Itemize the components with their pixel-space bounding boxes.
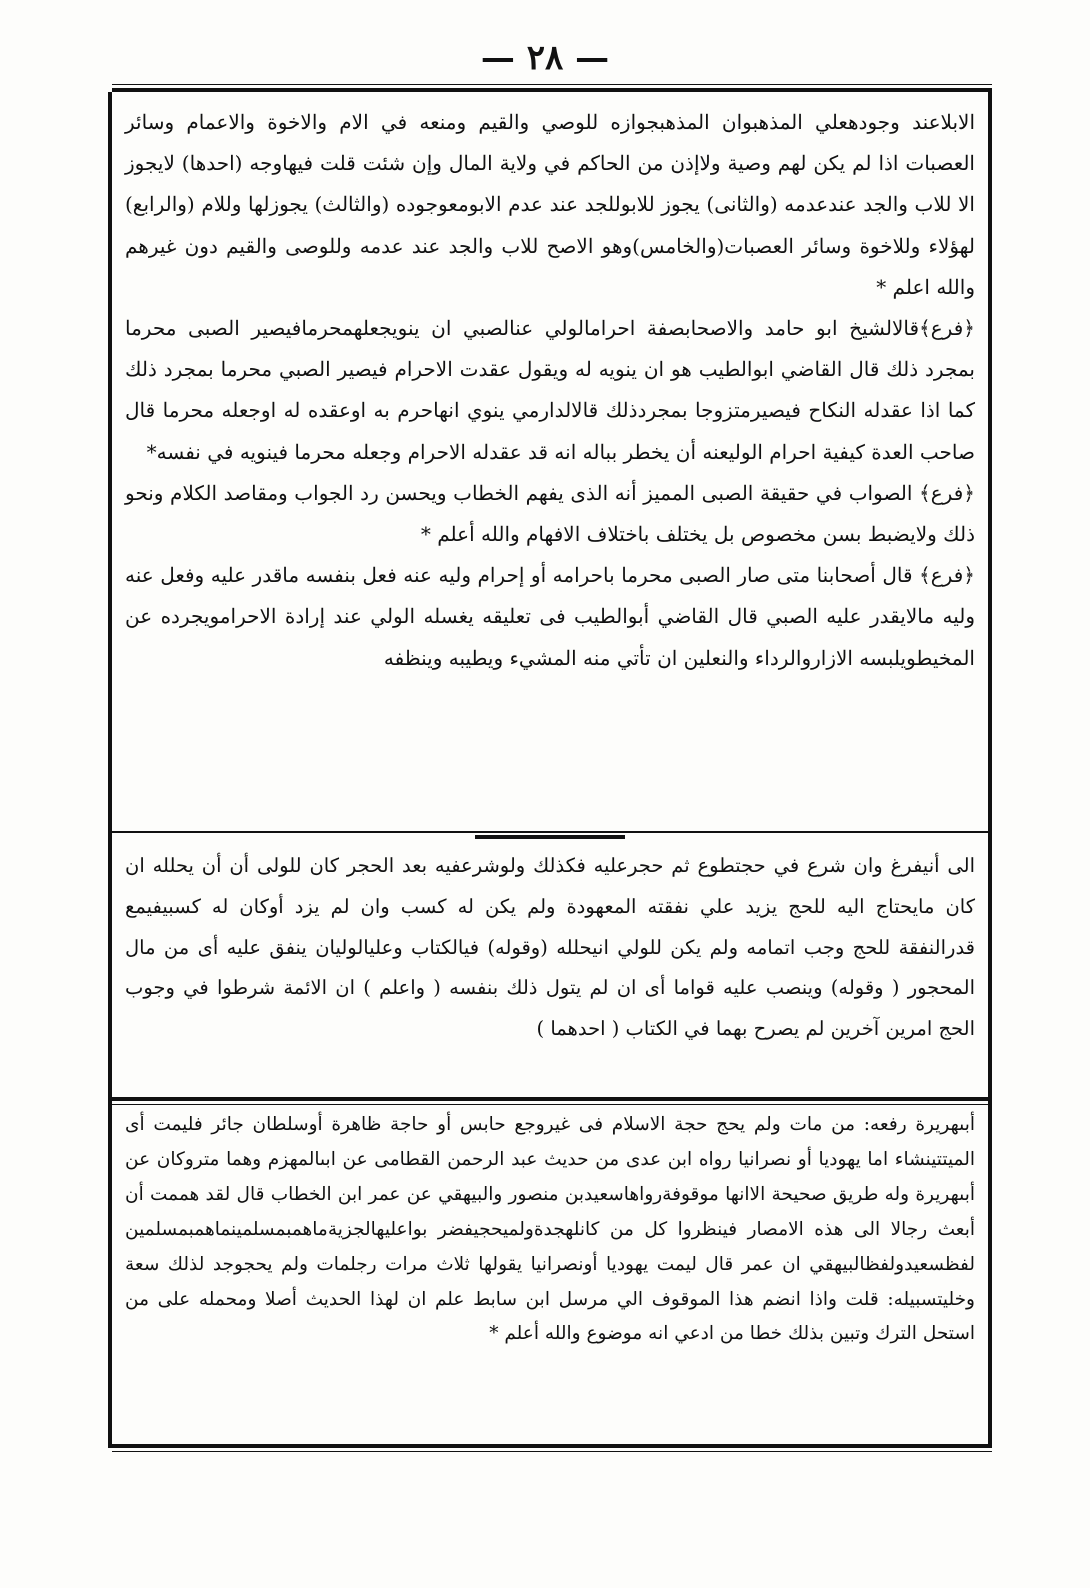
notes-paragraph: أبىهريرة رفعه: من مات ولم يحج حجة الاسلام فى غيروجع حابس أو حاجة ظاهرة أوسلطان جائر فليمت أى الميتتينشاء اما يهوديا أو نصرانيا رواه ابن عدى من حديث عبد الرحمن القطامى عن ابىالمهزم وهما متروكان عن أبىهريرة وله طريق صحيحة الاانها موقوفةرواهاسعيدبن منصور والبيهقي عن عمر ابن الخطاب قال لقد هممت أن أبعث رجالا الى هذه الامصار فينظروا كل من كانلهجدةولميحجيفضر بواعليهالجزيةماهمبمسلمينماهمبمسلمين لفظسعيدولفظالبيهقي ان عمر قال ليمت يهوديا أونصرانيا يقولها ثلاث مرات رجلمات ولم يحجوجد لذلك سعة وخليتسبيله: قلت واذا انضم هذا الموقوف الي مرسل ابن سابط علم ان لهذا الحديث أصلا ومحمله على من استحل الترك وتبين بذلك خطا من ادعي انه موضوع والله أعلم * (125, 1114, 975, 1345)
commentary-text (125, 846, 975, 1090)
commentary-paragraph: الى أنيفرغ وان شرع في حجتطوع ثم حجرعليه فكذلك ولوشرعفيه بعد الحجر كان للولى أن أن يحلله ان كان مايحتاج اليه للحج يزيد علي نفقته المعهودة ولم يكن له كسب وان لم يزد أوكان له كسبيفيمع قدرالنفقة للحج وجب اتمامه ولم يكن للولي انيحلله (وقوله) فيالكتاب وعليالوليان ينفق عليه أى من مال المحجور ( وقوله) وينصب عليه قواما أى ان لم يتول ذلك بنفسه ( واعلم ) ان الائمة شرطوا في وجوب الحج امرين آخرين لم يصرح بهما في الكتاب ( احدهما ) (125, 854, 975, 1041)
main-paragraph: ﴿فرع﴾ قال أصحابنا متى صار الصبى محرما باحرامه أو إحرام وليه عنه فعل بنفسه ماقدر عليه وفعل عنه وليه مالايقدر عليه الصبي قال القاضي أبوالطيب فى تعليقه يغسله الولي عند إرادة الاحرامويجرده عن المخيطويلبسه الازاروالرداء والنعلين ان تأتي منه المشيء ويطيبه وينظفه (125, 563, 975, 670)
bottom-rule-thick (112, 1444, 992, 1448)
separator-commentary-notes-thin (112, 1104, 988, 1105)
main-paragraph: ﴿فرع﴾قالالشيخ ابو حامد والاصحابصفة احرامالولي عنالصبي ان ينويجعلهمحرمافيصير الصبى محرما بمجرد ذلك قال القاضي ابوالطيب هو ان ينويه له ويقول عقدت الاحرام فيصير الصبي محرما بمجرد ذلك كما اذا عقدله النكاح فيصيرمتزوجا بمجردذلك قالالدارمي ينوي انهاحرم به اوعقده له اوجعله محرما قال صاحب العدة كيفية احرام الوليعنه أن يخطر بباله انه قد عقدله الاحرام وجعله محرما فينويه في نفسه* (125, 316, 975, 464)
separator-commentary-notes (112, 1097, 988, 1101)
separator-main-commentary (112, 831, 988, 833)
separator-accent (475, 835, 625, 839)
main-paragraph: ﴿فرع﴾ الصواب في حقيقة الصبى المميز أنه الذى يفهم الخطاب ويحسن رد الجواب ومقاصد الكلام ونحو ذلك ولايضبط بسن مخصوص بل يختلف باختلاف الافهام والله أعلم * (125, 480, 975, 547)
bottom-rule-thin (112, 1451, 992, 1452)
page-number: — ٢٨ — (480, 38, 610, 78)
main-paragraph: الابلاعند وجودهعلي المذهبوان المذهبجوازه للوصي والقيم ومنعه في الام والاخوة والاعمام وسائر العصبات اذا لم يكن لهم وصية ولاإذن من الحاكم في ولاية المال وإن شئت قلت فيهاوجه (احدها) لايجوز الا للاب والجد عندعدمه (والثانى) يجوز للابوللجد عند عدم الابومعوجوده (والثالث) يجوزلها وللام (والرابع) لهؤلاء وللاخوة وسائر العصبات(والخامس)وهو الاصح للاب والجد عند عدمه وللوصى والقيم دون غيرهم والله اعلم * (125, 110, 975, 299)
main-text (125, 102, 975, 822)
top-rule-thin (112, 84, 992, 85)
notes-text (125, 1108, 975, 1438)
